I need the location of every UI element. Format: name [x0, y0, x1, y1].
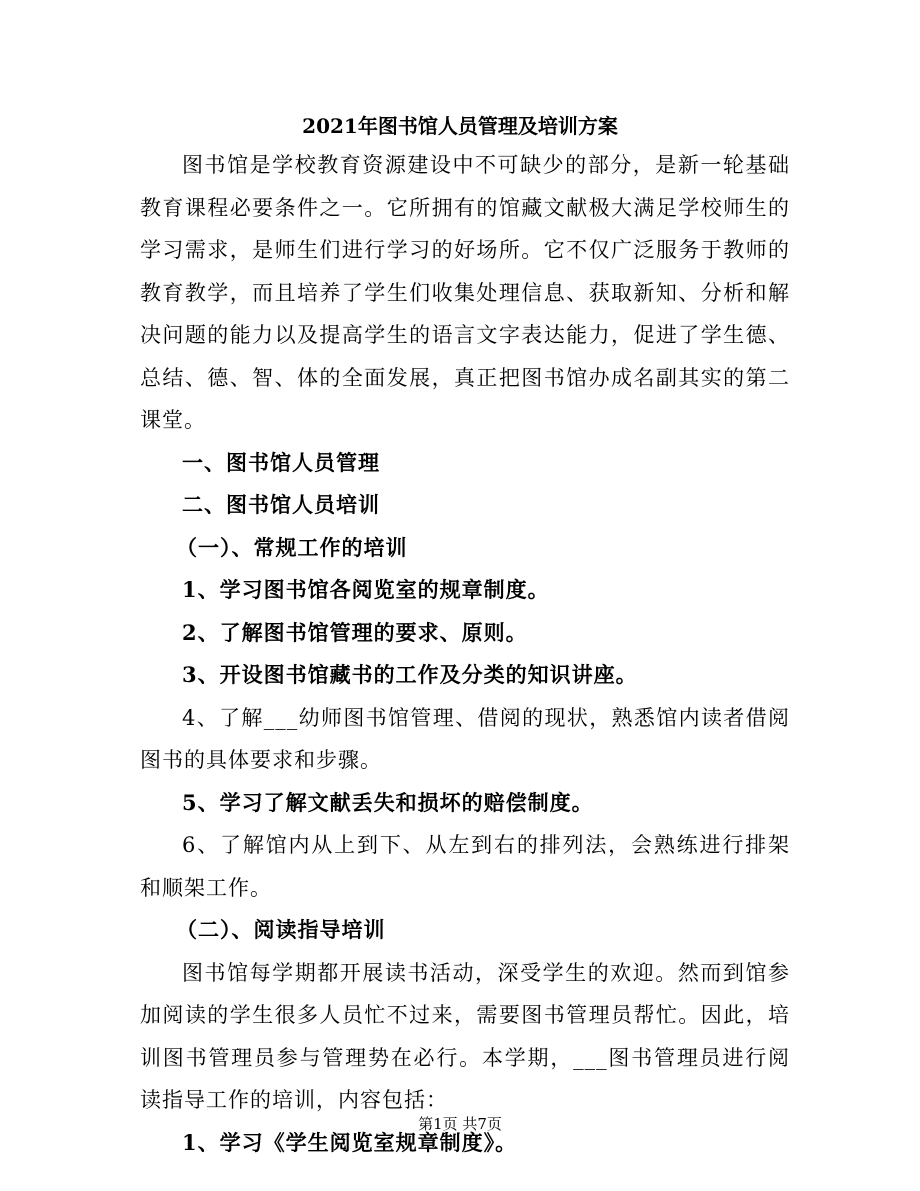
list-item-4: 4、了解___幼师图书馆管理、借阅的现状，熟悉馆内读者借阅图书的具体要求和步骤。 [140, 705, 790, 772]
document-title: 2021年图书馆人员管理及培训方案 [302, 114, 618, 138]
list-item-3: 3、开设图书馆藏书的工作及分类的知识讲座。 [182, 662, 638, 687]
document-body [140, 144, 790, 1164]
page-footer: 第1页 共7页 [418, 1115, 502, 1133]
list-item-2: 2、了解图书馆管理的要求、原则。 [182, 619, 528, 645]
list-item-6: 6、了解馆内从上到下、从左到右的排列法，会熟练进行排架和顺架工作。 [140, 833, 790, 900]
section-heading-personnel-training: 二、图书馆人员培训 [182, 492, 380, 517]
list-item-5: 5、学习了解文献丢失和损坏的赔偿制度。 [182, 789, 594, 815]
list-item-1: 1、学习图书馆各阅览室的规章制度。 [182, 577, 550, 602]
reading-list-item-1: 1、学习《学生阅览室规章制度》。 [182, 1129, 518, 1155]
reading-guidance-paragraph: 图书馆每学期都开展读书活动，深受学生的欢迎。然而到馆参加阅读的学生很多人员忙不过来，需要图书管理员帮忙。因此，培训图书管理员参与管理势在必行。本学期，___图书管理员进行阅读指导工作的培训，内容包括： [140, 960, 790, 1112]
subsection-heading-routine-training: （一）、常规工作的培训 [176, 534, 408, 560]
subsection-heading-reading-guidance: （二）、阅读指导培训 [176, 917, 386, 942]
section-heading-personnel-management: 一、图书馆人员管理 [182, 449, 380, 475]
intro-paragraph: 图书馆是学校教育资源建设中不可缺少的部分，是新一轮基础教育课程必要条件之一。它所拥有的馆藏文献极大满足学校师生的学习需求，是师生们进行学习的好场所。它不仅广泛服务于教师的教育教学，而且培养了学生们收集处理信息、获取新知、分析和解决问题的能力以及提高学生的语言文字表达能力，促进了学生德、总结、德、智、体的全面发展，真正把图书馆办成名副其实的第二课堂。 [140, 153, 790, 432]
